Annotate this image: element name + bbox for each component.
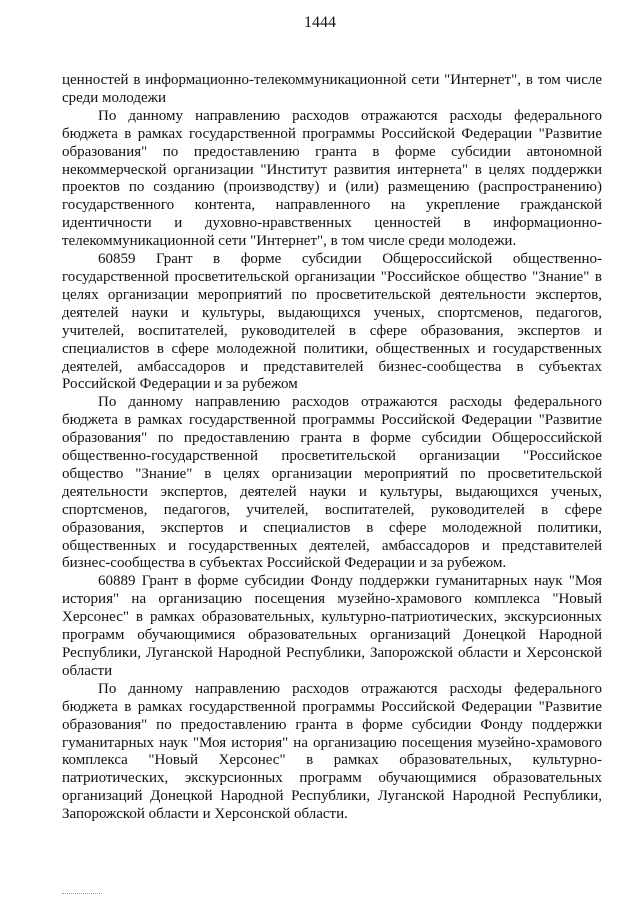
paragraph-code-60859: 60859 Грант в форме субсидии Общероссийской общественно-государственной просветительской организации "Российское общество "Знание" в целях организации мероприятий по просветительской деятельности экспертов, деятелей науки и культуры, выдающихся ученых, спортсменов, педагогов, учителей, воспитателей, руководителей в сфере образования, экспертов и специалистов в сфере молодежной политики, общественных и государственных деятелей, амбассадоров и представителей бизнес-сообщества в субъектах Российской Федерации и за рубежом (62, 251, 602, 393)
paragraph-description-znanie: По данному направлению расходов отражаются расходы федерального бюджета в рамках государственной программы Российской Федерации "Развитие образования" по предоставлению гранта в форме субсидии Общероссийской общественно-государственной просветительской организации "Российское общество "Знание" в целях организации мероприятий по просветительской деятельности экспертов, деятелей науки и культуры, выдающихся ученых, спортсменов, педагогов, учителей, воспитателей, руководителей в сфере образования, экспертов и специалистов в сфере молодежной политики, общественных и государственных деятелей, амбассадоров и представителей бизнес-сообщества в субъектах Российской Федерации и за рубежом. (62, 394, 602, 572)
paragraph-description-my-history: По данному направлению расходов отражаются расходы федерального бюджета в рамках государственной программы Российской Федерации "Развитие образования" по предоставлению гранта в форме субсидии Фонду поддержки гуманитарных наук "Моя история" на организацию посещения музейно-храмового комплекса "Новый Херсонес" в рамках образовательных, культурно-патриотических, экскурсионных программ обучающимися образовательных организаций Донецкой Народной Республики, Луганской Народной Республики, Запорожской области и Херсонской области. (62, 680, 602, 823)
paragraph-continuation: ценностей в информационно-телекоммуникационной сети "Интернет", в том числе среди молодежи (62, 72, 602, 106)
page-number: 1444 (304, 14, 336, 31)
paragraph-description-institute: По данному направлению расходов отражаются расходы федерального бюджета в рамках государственной программы Российской Федерации "Развитие образования" по предоставлению гранта в форме субсидии автономной некоммерческой организации "Институт развития интернета" в целях поддержки проектов по созданию (производству) и (или) размещению (распространению) государственного контента, направленного на укрепление гражданской идентичности и духовно-нравственных ценностей в информационно-телекоммуникационной сети "Интернет", в том числе среди молодежи. (62, 107, 602, 250)
paragraph-code-60889: 60889 Грант в форме субсидии Фонду поддержки гуманитарных наук "Моя история" на организацию посещения музейно-храмового комплекса "Новый Херсонес" в рамках образовательных, культурно-патриотических, экскурсионных программ обучающимися образовательных организаций Донецкой Народной Республики, Луганской Народной Республики, Запорожской области и Херсонской области (62, 573, 602, 679)
scan-artifact-divider (62, 893, 102, 895)
document-body (62, 72, 602, 824)
